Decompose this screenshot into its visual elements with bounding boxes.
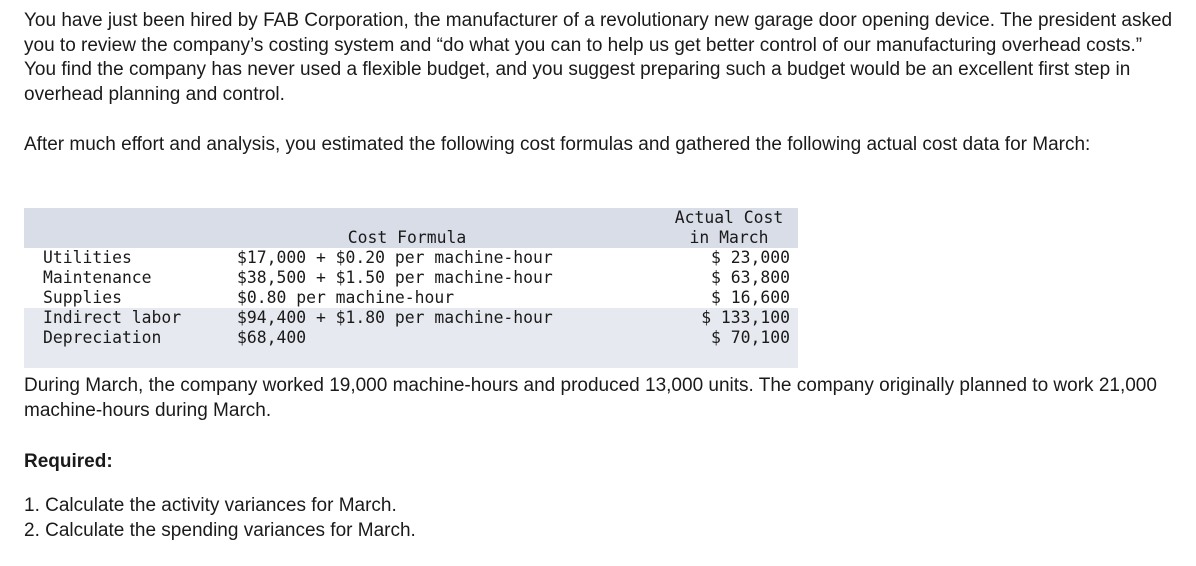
intro-paragraph: You have just been hired by FAB Corporation, the manufacturer of a revolutionary new garage door opening device. The president asked you to review the company’s costing system and “do what you can to help us get better control of our manufacturing overhead costs.” You find the company has never used a flexible budget, and you suggest preparing such a budget would be an excellent first step in overhead planning and control. [24, 10, 1173, 105]
row-actual-utilities: $ 23,000 [711, 248, 790, 267]
row-formula-depreciation: $68,400 [237, 328, 307, 347]
row-band-depreciation [24, 348, 798, 368]
row-formula-maintenance: $38,500 + $1.50 per machine-hour [237, 268, 553, 287]
activity-note-paragraph: During March, the company worked 19,000 machine-hours and produced 13,000 units. The company originally planned to work 21,000 machine-hours during March. [24, 375, 1157, 421]
header-in-march: in March [689, 228, 769, 247]
row-item-maintenance: Maintenance [43, 268, 152, 287]
row-actual-supplies: $ 16,600 [711, 288, 790, 307]
row-item-utilities: Utilities [43, 248, 132, 267]
row-formula-supplies: $0.80 per machine-hour [237, 288, 455, 307]
row-item-supplies: Supplies [43, 288, 122, 307]
row-actual-indirect-labor: $ 133,100 [701, 308, 790, 327]
requirements-list [24, 494, 1174, 543]
lead-in-paragraph: After much effort and analysis, you estimated the following cost formulas and gathered the following actual cost data for March: [24, 134, 1091, 155]
row-actual-depreciation: $ 70,100 [711, 328, 790, 347]
row-formula-indirect-labor: $94,400 + $1.80 per machine-hour [237, 308, 553, 327]
header-actual-cost: Actual Cost [674, 208, 784, 227]
header-cost-formula: Cost Formula [347, 228, 467, 247]
row-actual-maintenance: $ 63,800 [711, 268, 790, 287]
requirement-item-1: 1. Calculate the activity variances for March. [24, 495, 397, 516]
required-heading: Required: [24, 451, 113, 472]
row-item-depreciation: Depreciation [43, 328, 162, 347]
requirement-item-2: 2. Calculate the spending variances for March. [24, 519, 416, 541]
row-formula-utilities: $17,000 + $0.20 per machine-hour [237, 248, 553, 267]
row-item-indirect-labor: Indirect labor [43, 308, 182, 327]
